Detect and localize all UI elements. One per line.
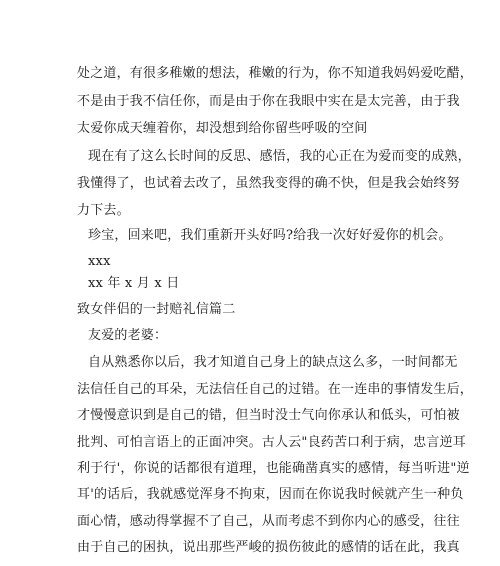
text-line: 不是由于我不信任你，而是由于你在我眼中实在是太完善，由于我 <box>77 94 460 109</box>
salutation: 友爱的老婆： <box>88 328 168 343</box>
text-line: 由于自己的困执，说出那些严峻的损伤彼此的感情的话在此，我真 <box>77 540 460 555</box>
text-line: 自从熟悉你以后，我才知道自己身上的缺点这么多，一时间都无 <box>88 355 458 370</box>
text-line: xx 年 x 月 x 日 <box>88 276 180 291</box>
text-line: 耳'的话后，我就感觉浑身不拘束，因而在你说我时候就产生一种负 <box>77 487 464 502</box>
text-line: 太爱你成天缠着你，却没想到给你留些呼吸的空间 <box>77 121 368 136</box>
text-line: xxx <box>88 254 111 269</box>
text-line: 才慢慢意识到是自己的错，但当时没士气向你承认和低头，可怕被 <box>77 408 460 423</box>
text-line: 法信任自己的耳朵，无法信任自己的过错。在一连串的事情发生后， <box>77 382 474 397</box>
text-line: 利于行'，你说的话都很有道理，也能确凿真实的感情，每当听进"逆 <box>77 461 470 476</box>
text-line: 处之道，有很多稚嫩的想法，稚嫩的行为，你不知道我妈妈爱吃醋， <box>77 66 474 81</box>
text-line: 批判、可怕言语上的正面冲突。古人云"良药苦口利于病，忠言逆耳 <box>77 435 466 450</box>
text-line: 珍宝，回来吧，我们重新开头好吗?给我一次好好爱你的机会。 <box>88 228 452 243</box>
text-line: 面心情，感动得掌握不了自己，从而考虑不到你内心的感受，往往 <box>77 514 460 529</box>
text-line: 现在有了这么长时间的反思、感悟，我的心正在为爱而变的成熟， <box>88 149 471 164</box>
text-line: 我懂得了，也试着去改了，虽然我变得的确不快，但是我会始终努 <box>77 176 460 191</box>
text-line: 力下去。 <box>77 203 130 218</box>
section-heading: 致女伴侣的一封赔礼信篇二 <box>77 302 236 317</box>
